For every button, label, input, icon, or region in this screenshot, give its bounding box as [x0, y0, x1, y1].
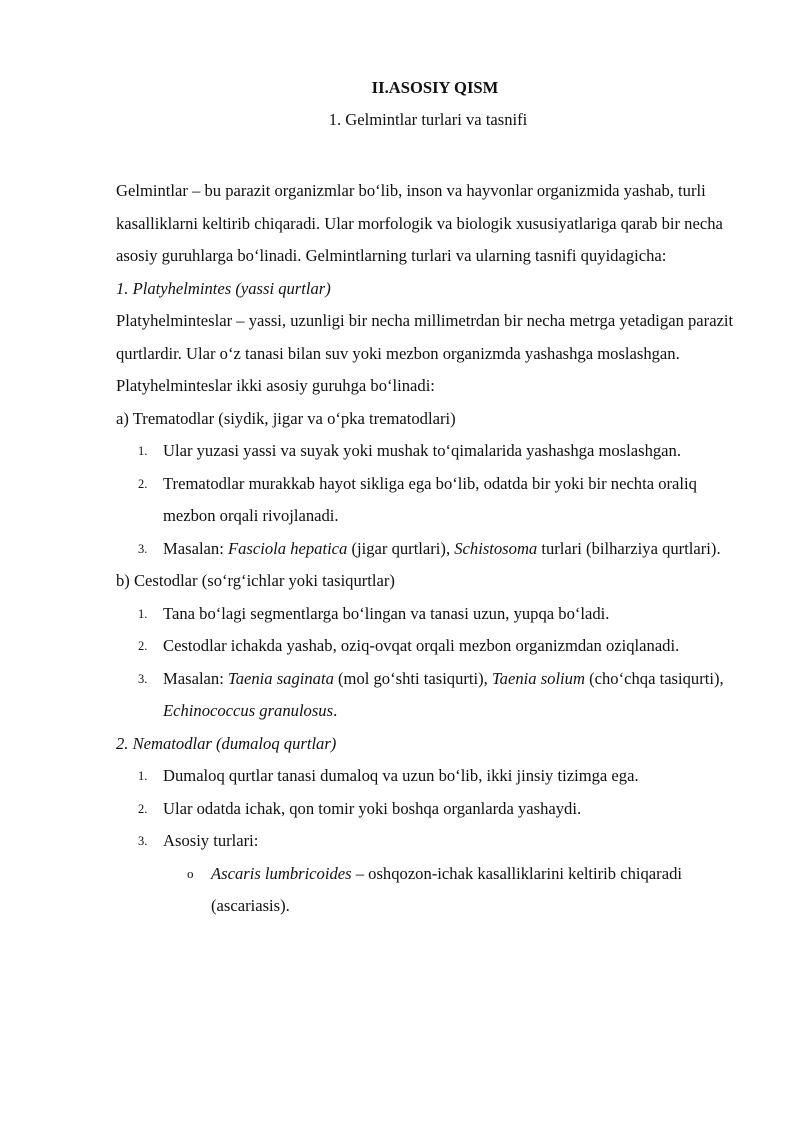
subsection-heading: 1. Gelmintlar turlari va tasnifi: [328, 110, 528, 129]
list-item: [116, 468, 746, 533]
species-name: Ascaris lumbricoides: [211, 863, 352, 883]
list-item: [116, 760, 746, 793]
list-number: 1.: [138, 769, 148, 783]
list-item-text: Dumaloq qurtlar tanasi dumaloq va uzun bo‘lib, ikki jinsiy tizimga ega.: [163, 766, 639, 785]
sublist-item-text: – oshqozon-ichak kasalliklarini keltirib chiqaradi (ascariasis).: [211, 863, 682, 915]
list-item-text: Trematodlar murakkab hayot sikliga ega bo‘lib, odatda bir yoki bir nechta oraliq mezbon orqali rivojlanadi.: [163, 473, 697, 525]
list-item-text-prefix: Masalan:: [163, 668, 228, 688]
bullet-marker: o: [187, 865, 194, 881]
list-number: 3.: [138, 541, 148, 556]
list-item-text-mid: (mol go‘shti tasiqurti),: [333, 668, 492, 688]
list-item-text: Ular odatda ichak, qon tomir yoki boshqa organlarda yashaydi.: [163, 798, 582, 818]
species-name: Schistosoma: [454, 538, 538, 558]
list-number: 1.: [138, 606, 148, 621]
section1-title: 1. Platyhelmintes (yassi qurtlar): [116, 278, 331, 298]
list-item-text: Ular yuzasi yassi va suyak yoki mushak to‘qimalarida yashashga moslashgan.: [163, 441, 681, 460]
intro-paragraph: Gelmintlar – bu parazit organizmlar bo‘lib, inson va hayvonlar organizmida yashab, turli kasalliklarni keltirib chiqaradi. Ular morfologik va biologik xususiyatlariga qarab bir necha asosiy guruhlarga bo‘linadi. Gelmintlarning turlari va ularning tasnifi quyidagicha:: [116, 181, 723, 265]
group-b-title: b) Cestodlar (so‘rg‘ichlar yoki tasiqurtlar): [116, 571, 395, 590]
list-item-text: Cestodlar ichakda yashab, oziq-ovqat orqali mezbon organizmdan oziqlanadi.: [163, 636, 680, 655]
list-item-text-mid: (cho‘chqa tasiqurti),: [584, 668, 724, 688]
list-item: [116, 630, 746, 663]
list-item: [116, 598, 746, 631]
section2-list: [116, 760, 746, 858]
section2-sublist: [116, 858, 746, 923]
list-item: [116, 435, 746, 468]
list-number: 2.: [138, 801, 148, 816]
list-number: 2.: [138, 476, 148, 491]
list-item: [116, 825, 746, 858]
list-item-text-prefix: Masalan:: [163, 538, 228, 558]
list-item-text: Asosiy turlari:: [163, 831, 259, 850]
list-number: 3.: [138, 834, 148, 848]
section1-paragraph: Platyhelminteslar – yassi, uzunligi bir necha millimetrdan bir necha metrga yetadigan parazit qurtlardir. Ular o‘z tanasi bilan suv yoki mezbon organizmda yashashga moslashgan. Platyhelminteslar ikki asosiy guruhga bo‘linadi:: [116, 311, 734, 395]
group-b-list: [116, 598, 746, 728]
list-item-text-mid: (jigar qurtlari),: [347, 538, 455, 558]
species-name: Fasciola hepatica: [227, 538, 348, 558]
list-item-text: Tana bo‘lagi segmentlarga bo‘lingan va tanasi uzun, yupqa bo‘ladi.: [163, 603, 610, 623]
list-item-text-suffix: .: [333, 701, 338, 720]
list-item-text-suffix: turlari (bilharziya qurtlari).: [537, 538, 721, 558]
list-item: [116, 663, 746, 728]
group-a-title: a) Trematodlar (siydik, jigar va o‘pka trematodlari): [116, 408, 456, 428]
document-body: [116, 175, 746, 923]
group-a-list: [116, 435, 746, 565]
list-item: [116, 793, 746, 826]
species-name: Echinococcus granulosus: [163, 701, 334, 720]
section2-title: 2. Nematodlar (dumaloq qurtlar): [116, 733, 337, 753]
species-name: Taenia saginata: [227, 668, 334, 688]
section-heading: II.ASOSIY QISM: [371, 78, 499, 97]
list-number: 3.: [138, 671, 148, 686]
list-number: 1.: [138, 444, 148, 458]
species-name: Taenia solium: [491, 668, 585, 688]
list-number: 2.: [138, 639, 148, 653]
list-item: [116, 533, 746, 566]
sublist-item: [116, 858, 746, 923]
